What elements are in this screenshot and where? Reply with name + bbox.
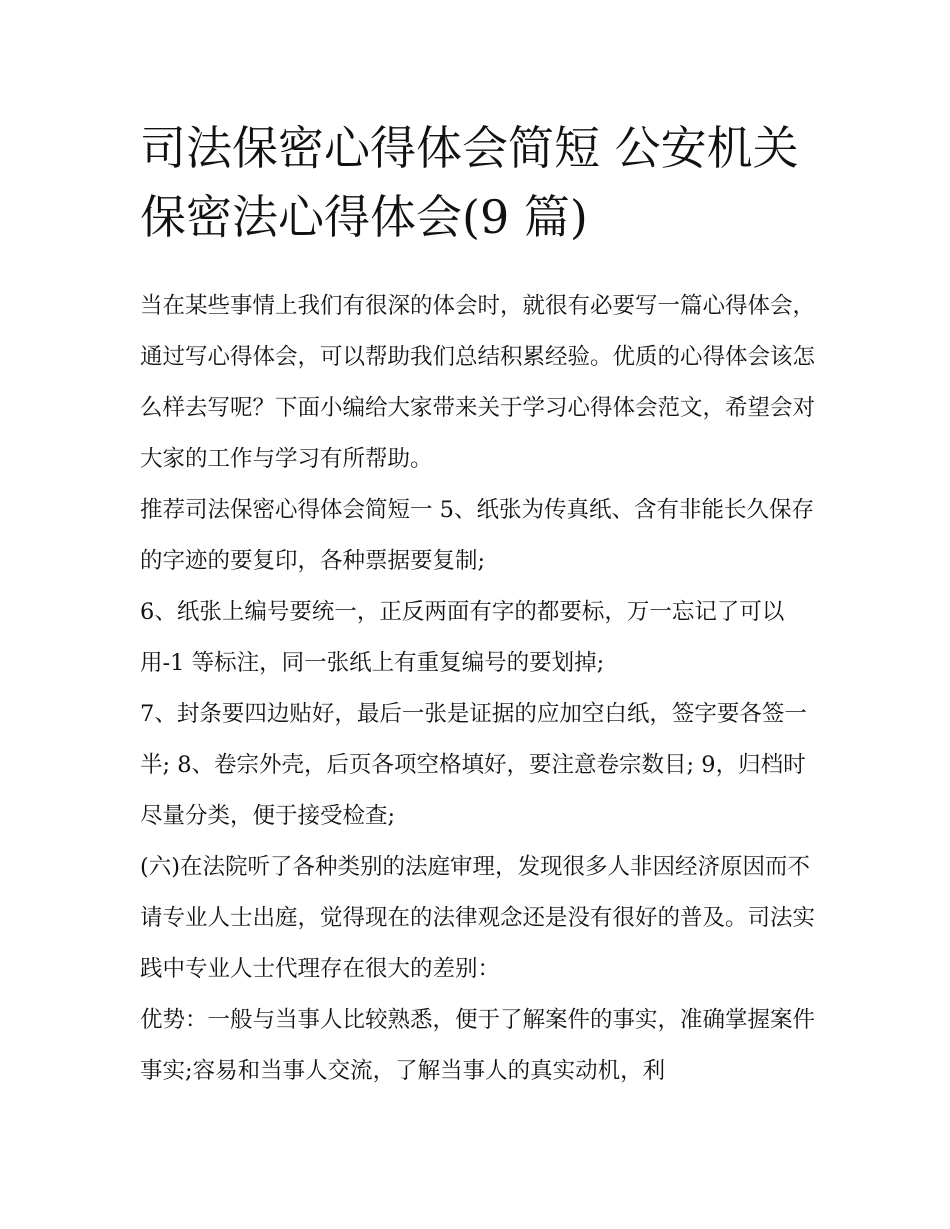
paragraph-advantages: 优势：一般与当事人比较熟悉，便于了解案件的事实，准确掌握案件事实;容易和当事人交流，了解当事人的真实动机，利 (140, 1007, 816, 1084)
paragraph-item-7-9: 7、封条要四边贴好，最后一张是证据的应加空白纸，签字要各签一半; 8、卷宗外壳，后页各项空格填好，要注意卷宗数目; 9，归档时尽量分类，便于接受检查; (140, 701, 807, 829)
paragraph-item-6: 6、纸张上编号要统一，正反两面有字的都要标，万一忘记了可以用-1 等标注，同一张纸上有重复编号的要划掉; (140, 599, 785, 676)
paragraph-intro: 当在某些事情上我们有很深的体会时，就很有必要写一篇心得体会，通过写心得体会，可以帮助我们总结积累经验。优质的心得体会该怎么样去写呢？下面小编给大家带来关于学习心得体会范文，希望会对大家的工作与学习有所帮助。 (140, 293, 816, 472)
document-title: 司法保密心得体会简短 公安机关保密法心得体会(9 篇) (140, 121, 799, 244)
paragraph-section-6: (六)在法院听了各种类别的法庭审理，发现很多人非因经济原因而不请专业人士出庭，觉得现在的法律观念还是没有很好的普及。司法实践中专业人士代理存在很大的差别： (140, 854, 816, 982)
paragraph-item-5: 推荐司法保密心得体会简短一 5、纸张为传真纸、含有非能长久保存的字迹的要复印，各种票据要复制; (140, 497, 814, 574)
document-body (140, 281, 815, 1097)
